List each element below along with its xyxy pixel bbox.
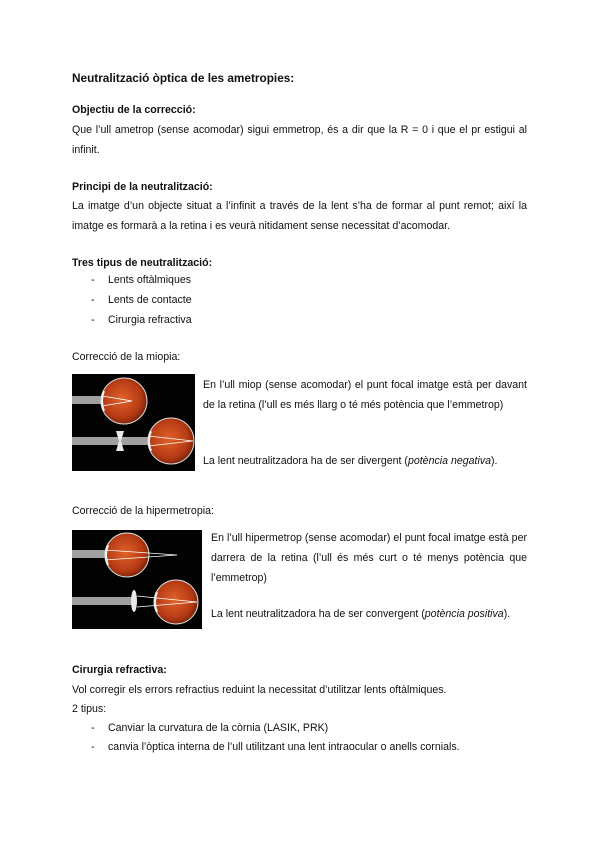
principle-heading: Principi de la neutralització: xyxy=(72,181,213,193)
surgery-text: Vol corregir els errors refractius reduint la necessitat d’utilitzar lents oftàlmiques. xyxy=(72,684,447,696)
myopia-text: En l’ull miop (sense acomodar) el punt focal imatge està per davant de la retina (l’ull es més llarg o té més potència que l’emmetrop) xyxy=(203,379,527,411)
types-list-item: - Lents oftàlmiques xyxy=(91,274,192,286)
principle-text: La imatge d’un objecte situat a l’infinit a través de la lent s’ha de formar al punt remot; així la imatge es formarà a la retina i es veurà nitidament sense necessitat d’acomodar. xyxy=(72,200,527,232)
surgery-heading: Cirurgia refractiva: xyxy=(72,664,167,676)
surgery-list-item: - Canviar la curvatura de la còrnia (LASIK, PRK) xyxy=(91,722,329,734)
myopia-label: Correcció de la miopia: xyxy=(72,351,181,363)
objective-text: Que l’ull ametrop (sense acomodar) sigui emmetrop, és a dir que la R = 0 i que el pr estigui al infinit. xyxy=(72,124,527,156)
objective-heading: Objectiu de la correcció: xyxy=(72,104,196,116)
surgery-list-item: - canvia l’òptica interna de l’ull utilitzant una lent intraocular o anells cornials. xyxy=(91,741,460,753)
surgery-types-count: 2 tipus: xyxy=(72,703,107,715)
myopia-lens-text: La lent neutralitzadora ha de ser divergent (potència negativa). xyxy=(203,455,498,467)
hyperopia-lens-text: La lent neutralitzadora ha de ser convergent (potència positiva). xyxy=(211,608,511,620)
hyperopia-correction-image xyxy=(72,530,202,629)
types-list-item: - Cirurgia refractiva xyxy=(91,314,192,326)
types-heading: Tres tipus de neutralització: xyxy=(72,257,213,269)
hyperopia-label: Correcció de la hipermetropia: xyxy=(72,505,214,517)
types-list-item: - Lents de contacte xyxy=(91,294,192,306)
myopia-correction-image xyxy=(72,374,195,471)
page-title: Neutralització òptica de les ametropies: xyxy=(72,71,295,85)
hyperopia-text: En l’ull hipermetrop (sense acomodar) el punt focal imatge està per darrera de la retina (l’ull és més curt o té menys potència que l’emmetrop) xyxy=(211,532,527,584)
